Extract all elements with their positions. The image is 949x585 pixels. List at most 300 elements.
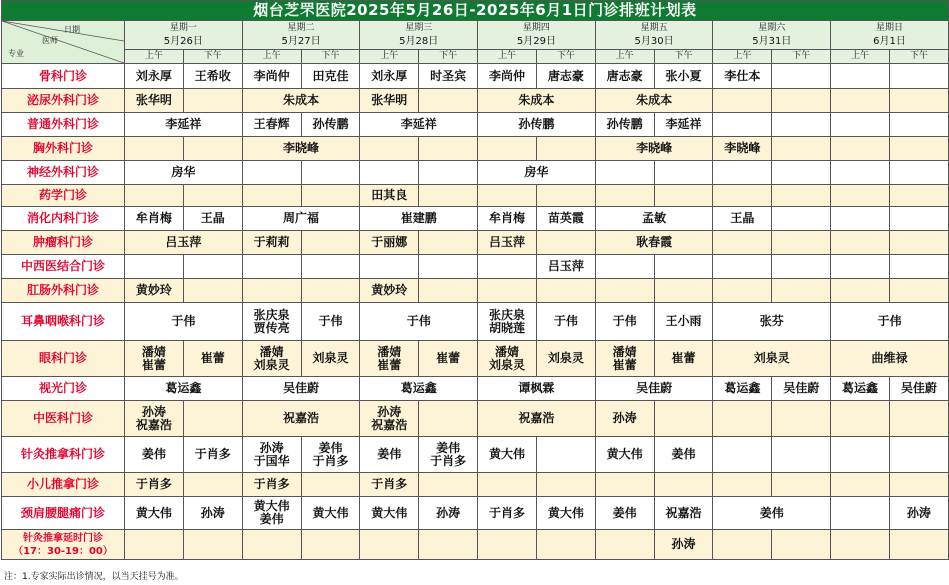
doctor-cell: 朱成本 — [242, 89, 360, 113]
morning-label: 上午 — [595, 50, 654, 64]
empty-cell — [478, 255, 537, 279]
doctor-cell: 唐志豪 — [595, 64, 654, 89]
empty-cell — [595, 185, 654, 207]
doctor-cell: 孙涛 — [654, 530, 713, 560]
doctor-cell: 姜伟 — [595, 497, 654, 530]
empty-cell — [301, 255, 360, 279]
table-row — [2, 255, 949, 279]
empty-cell — [125, 255, 184, 279]
empty-cell — [360, 137, 419, 161]
empty-cell — [772, 185, 831, 207]
doctor-cell: 吴佳蔚 — [595, 377, 713, 401]
doctor-cell: 潘婧 崔蕾 — [125, 341, 184, 377]
doctor-cell: 孟敏 — [595, 207, 713, 231]
empty-cell — [183, 255, 242, 279]
department-name: 骨科门诊 — [2, 64, 125, 89]
doctor-cell: 黄大伟 — [536, 497, 595, 530]
empty-cell — [595, 255, 654, 279]
day-header-1 — [125, 21, 243, 50]
empty-cell — [713, 279, 772, 303]
doctor-cell: 于伟 — [595, 303, 654, 341]
doctor-cell: 姜伟 — [360, 437, 419, 473]
empty-cell — [183, 530, 242, 560]
table-row — [2, 497, 949, 530]
doctor-cell: 张华明 — [360, 89, 419, 113]
doctor-cell: 牟肖梅 — [478, 207, 537, 231]
doctor-cell: 张小夏 — [654, 64, 713, 89]
table-row — [2, 279, 949, 303]
empty-cell — [595, 530, 654, 560]
empty-cell — [536, 530, 595, 560]
empty-cell — [772, 113, 831, 137]
table-row — [2, 161, 949, 185]
empty-cell — [183, 185, 242, 207]
footnote: 注：1.专家实际出诊情况，以当天挂号为准。 — [4, 572, 184, 582]
sheet-title: 烟台芝罘医院2025年5月26日-2025年6月1日门诊排班计划表 — [2, 1, 949, 21]
doctor-cell: 孙涛 祝嘉浩 — [125, 401, 184, 437]
empty-cell — [536, 473, 595, 497]
empty-cell — [536, 185, 595, 207]
empty-cell — [183, 279, 242, 303]
department-name: 泌尿外科门诊 — [2, 89, 125, 113]
empty-cell — [889, 530, 948, 560]
empty-cell — [595, 161, 654, 185]
doctor-cell: 黄妙玲 — [125, 279, 184, 303]
doctor-cell: 王春辉 — [242, 113, 301, 137]
empty-cell — [889, 89, 948, 113]
empty-cell — [831, 530, 890, 560]
doctor-cell: 曲维禄 — [831, 341, 949, 377]
doctor-cell: 王晶 — [183, 207, 242, 231]
department-name: 视光门诊 — [2, 377, 125, 401]
empty-cell — [419, 473, 478, 497]
day-header-5 — [595, 21, 713, 50]
department-name: 药学门诊 — [2, 185, 125, 207]
empty-cell — [242, 530, 301, 560]
doctor-cell: 李延祥 — [360, 113, 478, 137]
doctor-cell: 刘永厚 — [125, 64, 184, 89]
empty-cell — [654, 185, 713, 207]
doctor-cell: 于肖多 — [360, 473, 419, 497]
empty-cell — [183, 401, 242, 437]
empty-cell — [772, 530, 831, 560]
empty-cell — [772, 437, 831, 473]
doctor-cell: 时圣宾 — [419, 64, 478, 89]
empty-cell — [713, 473, 772, 497]
empty-cell — [242, 279, 301, 303]
schedule-table — [1, 0, 949, 560]
empty-cell — [478, 185, 537, 207]
doctor-cell: 谭枫霖 — [478, 377, 596, 401]
empty-cell — [478, 473, 537, 497]
doctor-cell: 刘泉灵 — [536, 341, 595, 377]
doctor-cell: 李延祥 — [654, 113, 713, 137]
empty-cell — [536, 137, 595, 161]
empty-cell — [713, 437, 772, 473]
empty-cell — [419, 255, 478, 279]
empty-cell — [831, 113, 890, 137]
table-row — [2, 437, 949, 473]
empty-cell — [831, 473, 890, 497]
empty-cell — [772, 279, 831, 303]
doctor-cell: 崔建鹏 — [360, 207, 478, 231]
empty-cell — [831, 207, 890, 231]
doctor-cell: 姜伟 — [125, 437, 184, 473]
empty-cell — [654, 473, 713, 497]
empty-cell — [478, 530, 537, 560]
empty-cell — [242, 161, 301, 185]
day-header-2 — [242, 21, 360, 50]
doctor-cell: 刘永厚 — [360, 64, 419, 89]
day-weekday: 星期三 — [405, 23, 433, 33]
empty-cell — [713, 401, 772, 437]
empty-cell — [713, 530, 772, 560]
doctor-cell: 孙涛 — [419, 497, 478, 530]
afternoon-label: 下午 — [419, 50, 478, 64]
empty-cell — [889, 207, 948, 231]
empty-cell — [654, 279, 713, 303]
doctor-cell: 唐志豪 — [536, 64, 595, 89]
doctor-cell: 刘泉灵 — [713, 341, 831, 377]
empty-cell — [595, 473, 654, 497]
empty-cell — [831, 401, 890, 437]
department-name: 小儿推拿门诊 — [2, 473, 125, 497]
morning-label: 上午 — [713, 50, 772, 64]
day-weekday: 星期日 — [875, 23, 903, 33]
empty-cell — [713, 255, 772, 279]
department-name: 耳鼻咽喉科门诊 — [2, 303, 125, 341]
empty-cell — [183, 89, 242, 113]
empty-cell — [831, 161, 890, 185]
day-header-3 — [360, 21, 478, 50]
empty-cell — [478, 137, 537, 161]
doctor-cell: 房华 — [125, 161, 243, 185]
doctor-cell: 于伟 — [125, 303, 243, 341]
doctor-cell: 崔蕾 — [183, 341, 242, 377]
empty-cell — [889, 401, 948, 437]
day-header-4 — [478, 21, 596, 50]
department-name: 眼科门诊 — [2, 341, 125, 377]
table-row — [2, 530, 949, 560]
doctor-cell: 田其良 — [360, 185, 419, 207]
table-row — [2, 137, 949, 161]
department-name: 肿瘤科门诊 — [2, 231, 125, 255]
empty-cell — [772, 473, 831, 497]
doctor-cell: 刘泉灵 — [301, 341, 360, 377]
doctor-cell: 李尚仲 — [478, 64, 537, 89]
doctor-cell: 于肖多 — [125, 473, 184, 497]
empty-cell — [831, 437, 890, 473]
doctor-cell: 姜伟 — [713, 497, 831, 530]
table-row — [2, 401, 949, 437]
empty-cell — [360, 530, 419, 560]
empty-cell — [831, 137, 890, 161]
doctor-cell: 于伟 — [831, 303, 949, 341]
empty-cell — [889, 185, 948, 207]
doctor-cell: 葛运鑫 — [831, 377, 890, 401]
doctor-cell: 李延祥 — [125, 113, 243, 137]
day-row — [2, 21, 949, 50]
doctor-cell: 孙涛 于国华 — [242, 437, 301, 473]
empty-cell — [889, 437, 948, 473]
doctor-cell: 吕玉萍 — [478, 231, 537, 255]
doctor-cell: 黄大伟 — [125, 497, 184, 530]
doctor-cell: 李仕本 — [713, 64, 772, 89]
day-weekday: 星期五 — [640, 23, 668, 33]
day-weekday: 星期六 — [758, 23, 786, 33]
day-date: 5月27日 — [281, 36, 321, 47]
doctor-cell: 黄大伟 姜伟 — [242, 497, 301, 530]
doctor-cell: 于肖多 — [478, 497, 537, 530]
empty-cell — [713, 185, 772, 207]
empty-cell — [831, 231, 890, 255]
empty-cell — [419, 231, 478, 255]
day-date: 5月28日 — [399, 36, 439, 47]
doctor-cell: 孙传鹏 — [301, 113, 360, 137]
doctor-cell: 崔蕾 — [419, 341, 478, 377]
doctor-cell: 祝嘉浩 — [242, 401, 360, 437]
doctor-cell: 潘婧 崔蕾 — [360, 341, 419, 377]
table-row — [2, 89, 949, 113]
doctor-cell: 于伟 — [301, 303, 360, 341]
header-corner — [2, 21, 125, 64]
corner-dept-label: 专业 — [8, 49, 24, 58]
empty-cell — [242, 255, 301, 279]
doctor-cell: 张庆泉 贾传亮 — [242, 303, 301, 341]
department-name: 普通外科门诊 — [2, 113, 125, 137]
empty-cell — [536, 231, 595, 255]
table-row — [2, 473, 949, 497]
doctor-cell: 吴佳蔚 — [889, 377, 948, 401]
empty-cell — [831, 185, 890, 207]
empty-cell — [419, 89, 478, 113]
empty-cell — [419, 279, 478, 303]
department-name: 消化内科门诊 — [2, 207, 125, 231]
empty-cell — [360, 161, 419, 185]
doctor-cell: 张庆泉 胡晓莲 — [478, 303, 537, 341]
table-row — [2, 377, 949, 401]
day-weekday: 星期二 — [287, 23, 315, 33]
doctor-cell: 于伟 — [536, 303, 595, 341]
empty-cell — [889, 161, 948, 185]
empty-cell — [419, 185, 478, 207]
empty-cell — [301, 530, 360, 560]
doctor-cell: 孙传鹏 — [595, 113, 654, 137]
doctor-cell: 吕玉萍 — [536, 255, 595, 279]
schedule-body — [2, 64, 949, 560]
doctor-cell: 王小雨 — [654, 303, 713, 341]
doctor-cell: 孙涛 — [183, 497, 242, 530]
empty-cell — [125, 137, 184, 161]
empty-cell — [654, 161, 713, 185]
empty-cell — [772, 231, 831, 255]
empty-cell — [301, 231, 360, 255]
doctor-cell: 孙涛 — [889, 497, 948, 530]
day-date: 6月1日 — [873, 36, 906, 47]
day-date: 5月29日 — [516, 36, 556, 47]
doctor-cell: 姜伟 于肖多 — [419, 437, 478, 473]
day-header-7 — [831, 21, 949, 50]
empty-cell — [772, 64, 831, 89]
doctor-cell: 田克佳 — [301, 64, 360, 89]
day-date: 5月26日 — [163, 36, 203, 47]
doctor-cell: 朱成本 — [595, 89, 713, 113]
doctor-cell: 葛运鑫 — [713, 377, 772, 401]
doctor-cell: 潘婧 崔蕾 — [595, 341, 654, 377]
doctor-cell: 于丽娜 — [360, 231, 419, 255]
empty-cell — [713, 161, 772, 185]
morning-label: 上午 — [831, 50, 890, 64]
doctor-cell: 苗英霞 — [536, 207, 595, 231]
empty-cell — [419, 530, 478, 560]
empty-cell — [595, 279, 654, 303]
empty-cell — [419, 161, 478, 185]
table-row — [2, 64, 949, 89]
empty-cell — [772, 137, 831, 161]
empty-cell — [772, 161, 831, 185]
empty-cell — [713, 89, 772, 113]
doctor-cell: 张华明 — [125, 89, 184, 113]
doctor-cell: 黄大伟 — [301, 497, 360, 530]
department-name: 针灸推拿延时门诊 （17：30-19：00） — [2, 530, 125, 560]
doctor-cell: 姜伟 于肖多 — [301, 437, 360, 473]
empty-cell — [831, 279, 890, 303]
doctor-cell: 黄妙玲 — [360, 279, 419, 303]
table-row — [2, 303, 949, 341]
empty-cell — [654, 401, 713, 437]
table-row — [2, 113, 949, 137]
empty-cell — [536, 437, 595, 473]
doctor-cell: 吴佳蔚 — [772, 377, 831, 401]
ampm-row — [2, 50, 949, 64]
empty-cell — [125, 530, 184, 560]
empty-cell — [889, 137, 948, 161]
empty-cell — [478, 279, 537, 303]
doctor-cell: 李晓峰 — [595, 137, 713, 161]
department-name: 颈肩腰腿痛门诊 — [2, 497, 125, 530]
empty-cell — [831, 255, 890, 279]
corner-doctor-label: 医师 — [42, 36, 58, 45]
doctor-cell: 黄大伟 — [360, 497, 419, 530]
doctor-cell: 吴佳蔚 — [242, 377, 360, 401]
empty-cell — [772, 207, 831, 231]
doctor-cell: 王晶 — [713, 207, 772, 231]
morning-label: 上午 — [360, 50, 419, 64]
doctor-cell: 耿春霞 — [595, 231, 713, 255]
empty-cell — [125, 185, 184, 207]
empty-cell — [360, 255, 419, 279]
department-name: 中西医结合门诊 — [2, 255, 125, 279]
empty-cell — [301, 279, 360, 303]
empty-cell — [831, 64, 890, 89]
doctor-cell: 潘婧 刘泉灵 — [242, 341, 301, 377]
doctor-cell: 朱成本 — [478, 89, 596, 113]
corner-date-label: 日期 — [64, 25, 80, 34]
empty-cell — [301, 161, 360, 185]
doctor-cell: 周广福 — [242, 207, 360, 231]
doctor-cell: 李尚仲 — [242, 64, 301, 89]
doctor-cell: 葛运鑫 — [125, 377, 243, 401]
afternoon-label: 下午 — [301, 50, 360, 64]
doctor-cell: 牟肖梅 — [125, 207, 184, 231]
doctor-cell: 潘婧 刘泉灵 — [478, 341, 537, 377]
empty-cell — [419, 137, 478, 161]
empty-cell — [183, 137, 242, 161]
doctor-cell: 于莉莉 — [242, 231, 301, 255]
department-name: 胸外科门诊 — [2, 137, 125, 161]
department-name: 中医科门诊 — [2, 401, 125, 437]
empty-cell — [889, 279, 948, 303]
morning-label: 上午 — [125, 50, 184, 64]
empty-cell — [242, 185, 301, 207]
empty-cell — [889, 113, 948, 137]
day-header-6 — [713, 21, 831, 50]
table-row — [2, 185, 949, 207]
morning-label: 上午 — [478, 50, 537, 64]
empty-cell — [772, 255, 831, 279]
empty-cell — [889, 473, 948, 497]
doctor-cell: 吕玉萍 — [125, 231, 243, 255]
table-row — [2, 207, 949, 231]
empty-cell — [889, 231, 948, 255]
empty-cell — [419, 401, 478, 437]
empty-cell — [889, 64, 948, 89]
department-name: 肛肠外科门诊 — [2, 279, 125, 303]
doctor-cell: 姜伟 — [654, 437, 713, 473]
empty-cell — [889, 255, 948, 279]
doctor-cell: 崔蕾 — [654, 341, 713, 377]
empty-cell — [772, 89, 831, 113]
afternoon-label: 下午 — [183, 50, 242, 64]
empty-cell — [831, 89, 890, 113]
afternoon-label: 下午 — [536, 50, 595, 64]
day-date: 5月30日 — [634, 36, 674, 47]
doctor-cell: 李晓峰 — [242, 137, 360, 161]
afternoon-label: 下午 — [654, 50, 713, 64]
doctor-cell: 孙传鹏 — [478, 113, 596, 137]
afternoon-label: 下午 — [889, 50, 948, 64]
doctor-cell: 于肖多 — [183, 437, 242, 473]
empty-cell — [713, 113, 772, 137]
doctor-cell: 张芬 — [713, 303, 831, 341]
empty-cell — [183, 473, 242, 497]
doctor-cell: 祝嘉浩 — [654, 497, 713, 530]
day-date: 5月31日 — [752, 36, 792, 47]
morning-label: 上午 — [242, 50, 301, 64]
empty-cell — [301, 473, 360, 497]
table-row — [2, 231, 949, 255]
doctor-cell: 于肖多 — [242, 473, 301, 497]
department-name: 针灸推拿科门诊 — [2, 437, 125, 473]
empty-cell — [301, 185, 360, 207]
afternoon-label: 下午 — [772, 50, 831, 64]
doctor-cell: 于伟 — [360, 303, 478, 341]
doctor-cell: 黄大伟 — [595, 437, 654, 473]
empty-cell — [713, 231, 772, 255]
doctor-cell: 祝嘉浩 — [478, 401, 596, 437]
day-weekday: 星期四 — [522, 23, 550, 33]
empty-cell — [536, 279, 595, 303]
empty-cell — [772, 401, 831, 437]
doctor-cell: 王希收 — [183, 64, 242, 89]
doctor-cell: 黄大伟 — [478, 437, 537, 473]
doctor-cell: 孙涛 — [595, 401, 654, 437]
empty-cell — [654, 255, 713, 279]
table-row — [2, 341, 949, 377]
day-weekday: 星期一 — [169, 23, 197, 33]
doctor-cell: 孙涛 祝嘉浩 — [360, 401, 419, 437]
doctor-cell: 房华 — [478, 161, 596, 185]
